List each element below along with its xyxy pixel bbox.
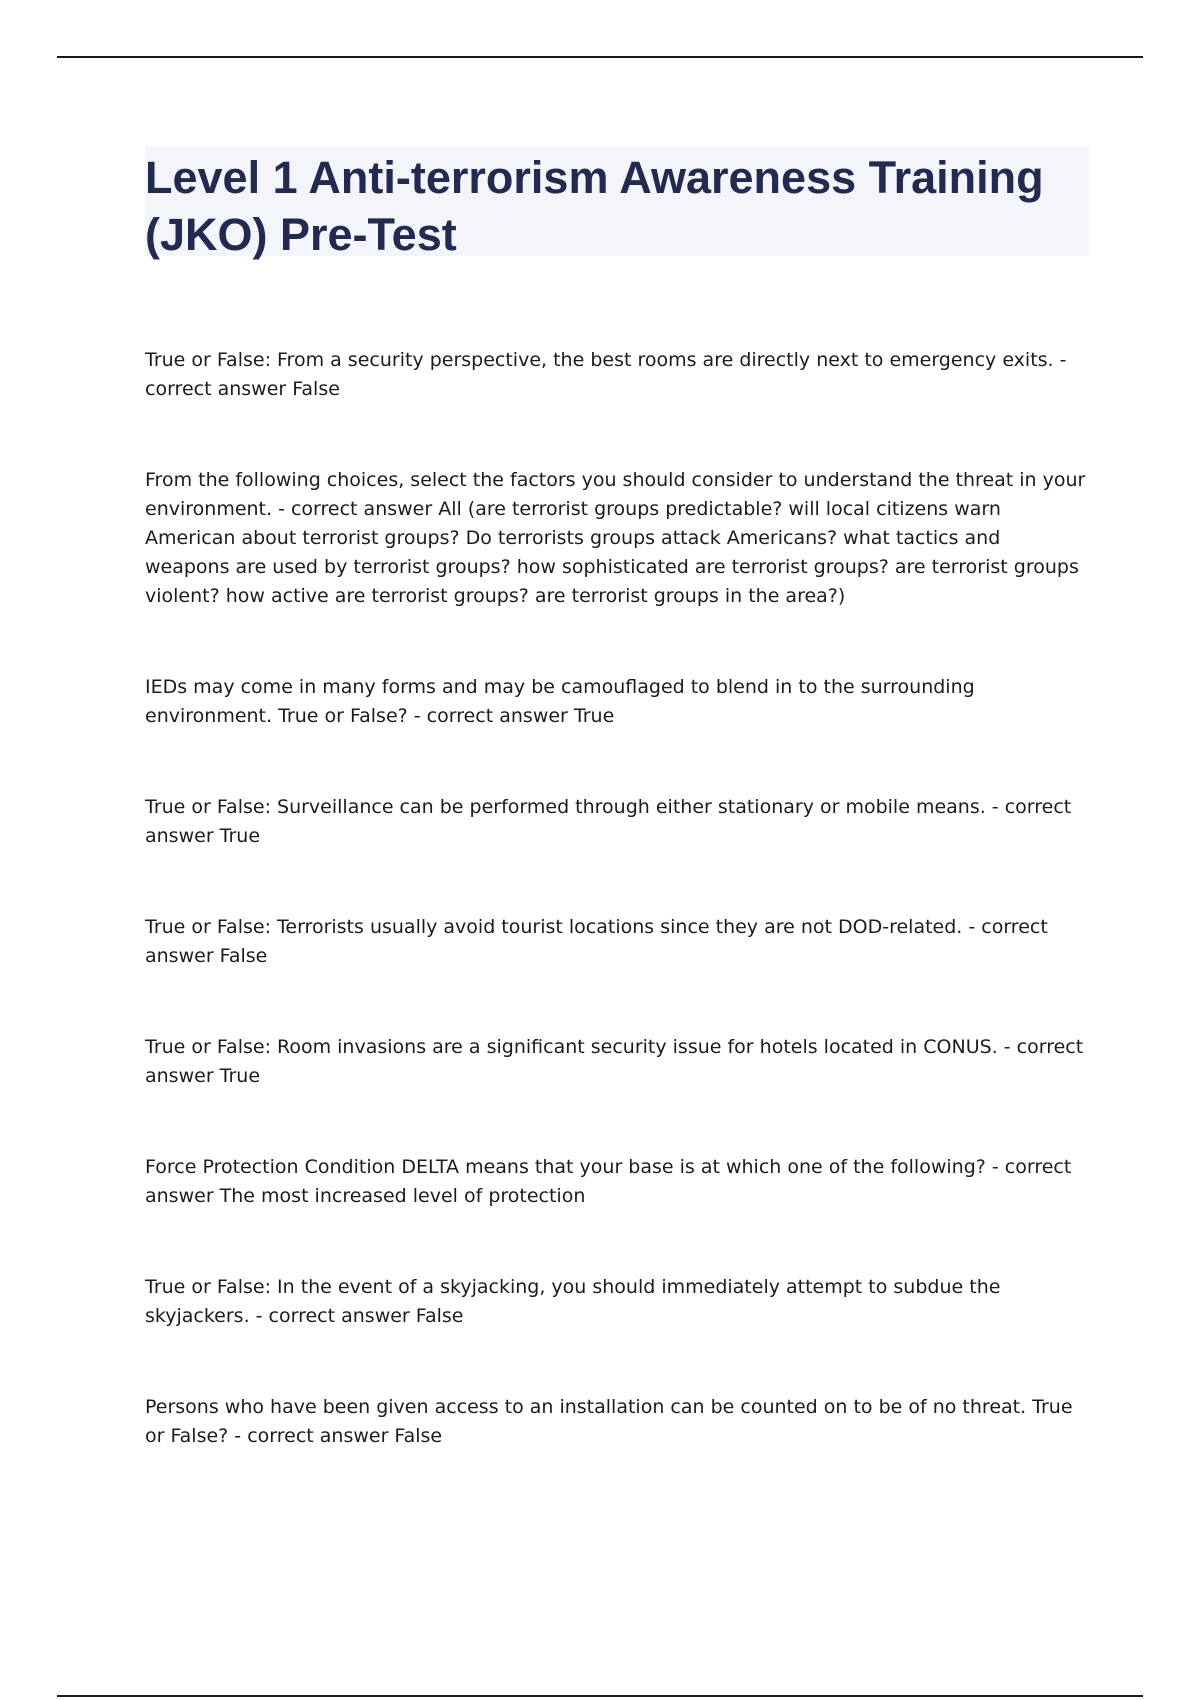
footer-rule	[57, 1695, 1143, 1697]
question-item: True or False: Surveillance can be performed through either stationary or mobile means. - correct answer True	[145, 796, 1072, 847]
question-list	[145, 346, 1090, 1513]
header-rule	[57, 56, 1143, 58]
page-title: Level 1 Anti-terrorism Awareness Training (JKO) Pre-Test	[145, 152, 1044, 260]
question-item: Force Protection Condition DELTA means that your base is at which one of the following? - correct answer The most increased level of protection	[145, 1156, 1072, 1207]
question-item: True or False: Terrorists usually avoid tourist locations since they are not DOD-related. - correct answer False	[145, 916, 1048, 967]
question-item: From the following choices, select the factors you should consider to understand the threat in your environment. - correct answer All (are terrorist groups predictable? will local citizens warn American about terrorist groups? Do terrorists groups attack Americans? what tactics and weapons are used by terrorist groups? how sophisticated are terrorist groups? are terrorist groups violent? how active are terrorist groups? are terrorist groups in the area?)	[145, 469, 1086, 607]
question-item: True or False: From a security perspective, the best rooms are directly next to emergency exits. - correct answer False	[145, 349, 1067, 400]
question-item: True or False: Room invasions are a significant security issue for hotels located in CONUS. - correct answer True	[145, 1036, 1084, 1087]
title-block	[145, 146, 1089, 260]
question-item: True or False: In the event of a skyjacking, you should immediately attempt to subdue the skyjackers. - correct answer False	[145, 1276, 1001, 1327]
question-item: Persons who have been given access to an installation can be counted on to be of no threat. True or False? - correct answer False	[145, 1396, 1073, 1447]
question-item: IEDs may come in many forms and may be camouflaged to blend in to the surrounding environment. True or False? - correct answer True	[145, 676, 975, 727]
